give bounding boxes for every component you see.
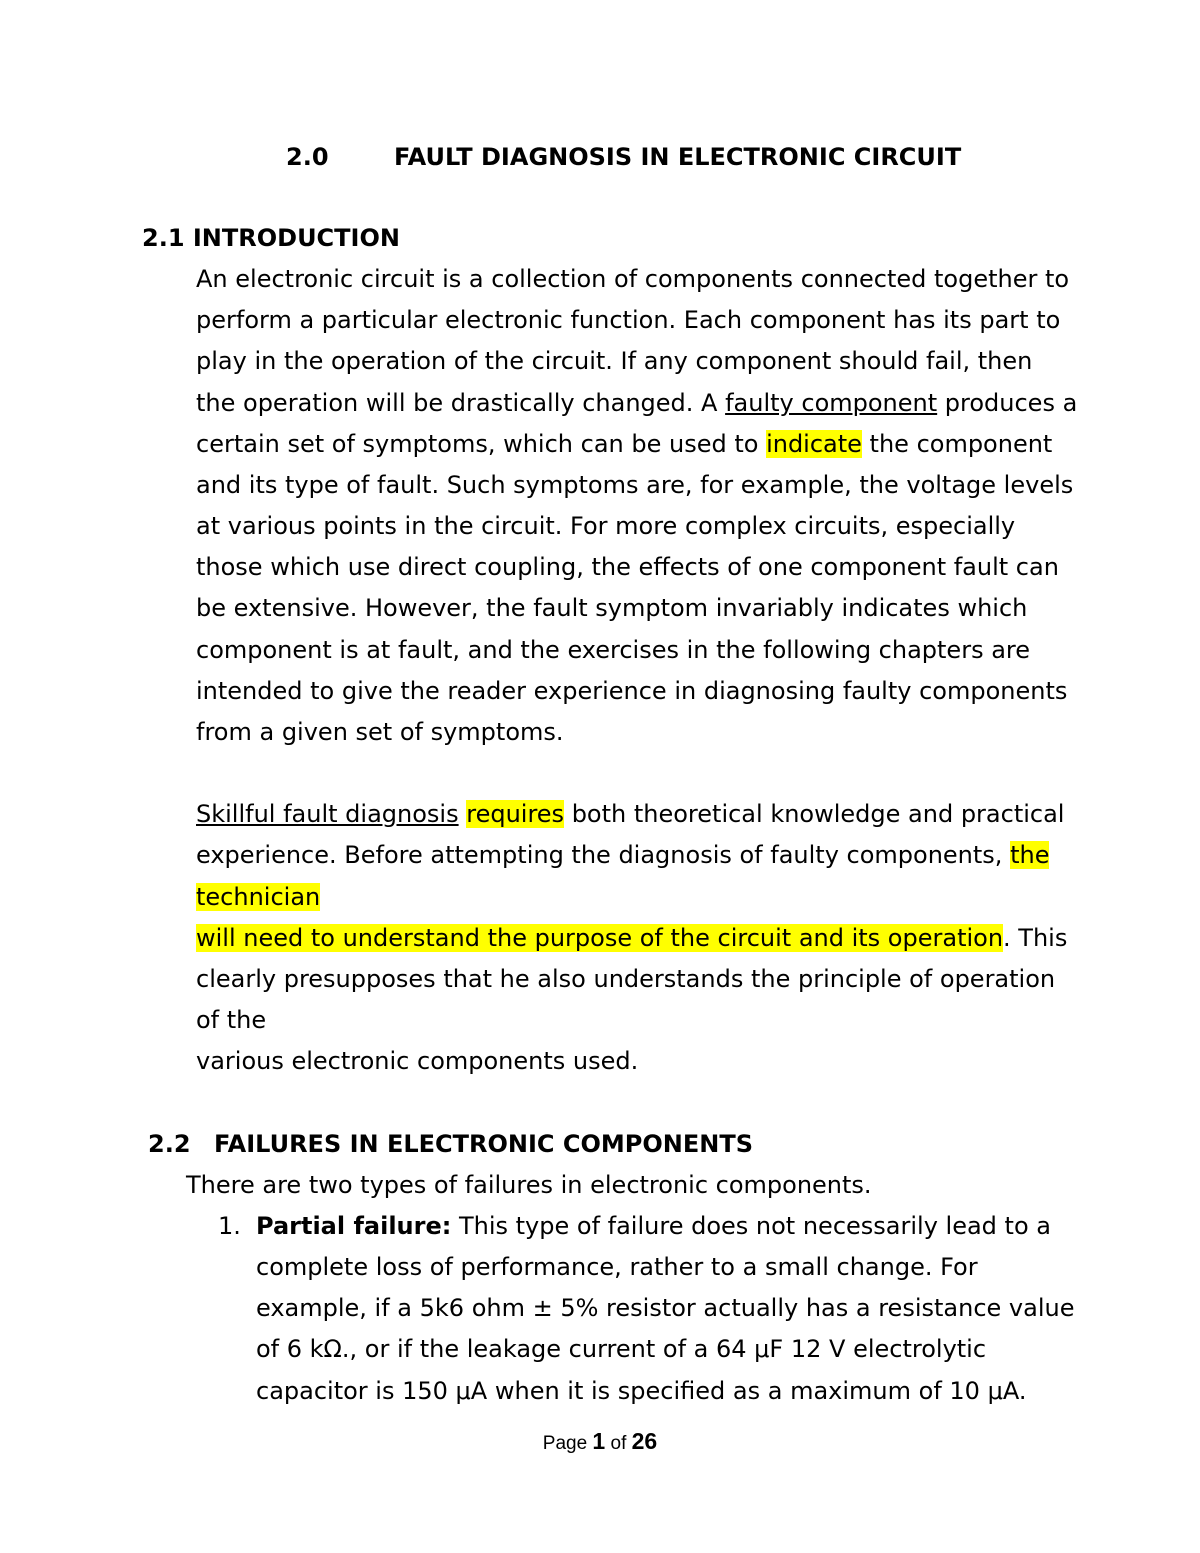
section-2-2-number: 2.2: [148, 1130, 191, 1158]
intro-line: play in the operation of the circuit. If any component should fail, then: [196, 347, 1033, 375]
section-2-2-intro: There are two types of failures in electronic components.: [186, 1171, 872, 1199]
heading-number: 2.0: [286, 143, 329, 171]
text-run: the operation will be drastically changed. A: [196, 389, 726, 417]
text-run: the component: [861, 430, 1053, 458]
intro-line: [196, 388, 1077, 418]
intro-line: and its type of fault. Such symptoms are, for example, the voltage levels: [196, 471, 1074, 499]
text-run: experience. Before attempting the diagnosis of faulty components,: [196, 841, 1011, 869]
intro-line: from a given set of symptoms.: [196, 718, 564, 746]
footer-of-label: of: [610, 1433, 627, 1454]
footer-page-number: 1: [592, 1428, 606, 1454]
highlighted-word-indicate: indicate: [766, 430, 862, 458]
intro-line: intended to give the reader experience in diagnosing faulty components: [196, 677, 1068, 705]
highlighted-word-the: the: [1010, 841, 1050, 869]
intro-line: those which use direct coupling, the effects of one component fault can: [196, 553, 1059, 581]
intro-line: [196, 429, 1052, 459]
paragraph-line: clearly presupposes that he also understands the principle of operation: [196, 965, 1056, 993]
section-2-2-heading: FAILURES IN ELECTRONIC COMPONENTS: [214, 1130, 754, 1158]
paragraph-line: [196, 840, 1049, 870]
list-item-line: complete loss of performance, rather to a small change. For: [256, 1253, 978, 1281]
list-item-label: Partial failure:: [256, 1212, 452, 1240]
list-item-line: of 6 kΩ., or if the leakage current of a 64 μF 12 V electrolytic: [256, 1335, 987, 1363]
underlined-term-faulty-component: faulty component: [725, 389, 938, 417]
highlighted-phrase: will need to understand the purpose of the circuit and its operation: [196, 924, 1004, 952]
paragraph-line: [196, 882, 320, 912]
text-run: both theoretical knowledge and practical: [564, 800, 1065, 828]
highlighted-word-technician: technician: [196, 883, 321, 911]
intro-line: at various points in the circuit. For more complex circuits, especially: [196, 512, 1016, 540]
footer-total-pages: 26: [631, 1428, 658, 1454]
list-item-line: example, if a 5k6 ohm ± 5% resistor actually has a resistance value: [256, 1294, 1075, 1322]
intro-line: component is at fault, and the exercises in the following chapters are: [196, 636, 1031, 664]
text-run: produces a: [937, 389, 1078, 417]
list-item-line: capacitor is 150 μA when it is specified as a maximum of 10 μA.: [256, 1377, 1027, 1405]
paragraph-line: various electronic components used.: [196, 1047, 639, 1075]
intro-line: be extensive. However, the fault symptom invariably indicates which: [196, 594, 1028, 622]
highlighted-word-requires: requires: [466, 800, 565, 828]
intro-line: An electronic circuit is a collection of components connected together to: [196, 265, 1070, 293]
section-2-1-heading: 2.1 INTRODUCTION: [142, 224, 400, 252]
text-run: . This: [1003, 924, 1068, 952]
underlined-term-skillful-fault-diagnosis: Skillful fault diagnosis: [196, 800, 459, 828]
page-footer: [0, 1428, 1200, 1457]
paragraph-line: [196, 923, 1067, 953]
text-run: This type of failure does not necessarily lead to a: [451, 1212, 1051, 1240]
footer-page-label: Page: [542, 1433, 588, 1454]
list-item: [256, 1211, 1051, 1241]
paragraph-line: of the: [196, 1006, 267, 1034]
list-marker: 1.: [218, 1212, 241, 1240]
intro-line: perform a particular electronic function. Each component has its part to: [196, 306, 1061, 334]
page-title: FAULT DIAGNOSIS IN ELECTRONIC CIRCUIT: [394, 143, 962, 171]
paragraph-line: [196, 799, 1064, 829]
text-run: certain set of symptoms, which can be used to: [196, 430, 767, 458]
